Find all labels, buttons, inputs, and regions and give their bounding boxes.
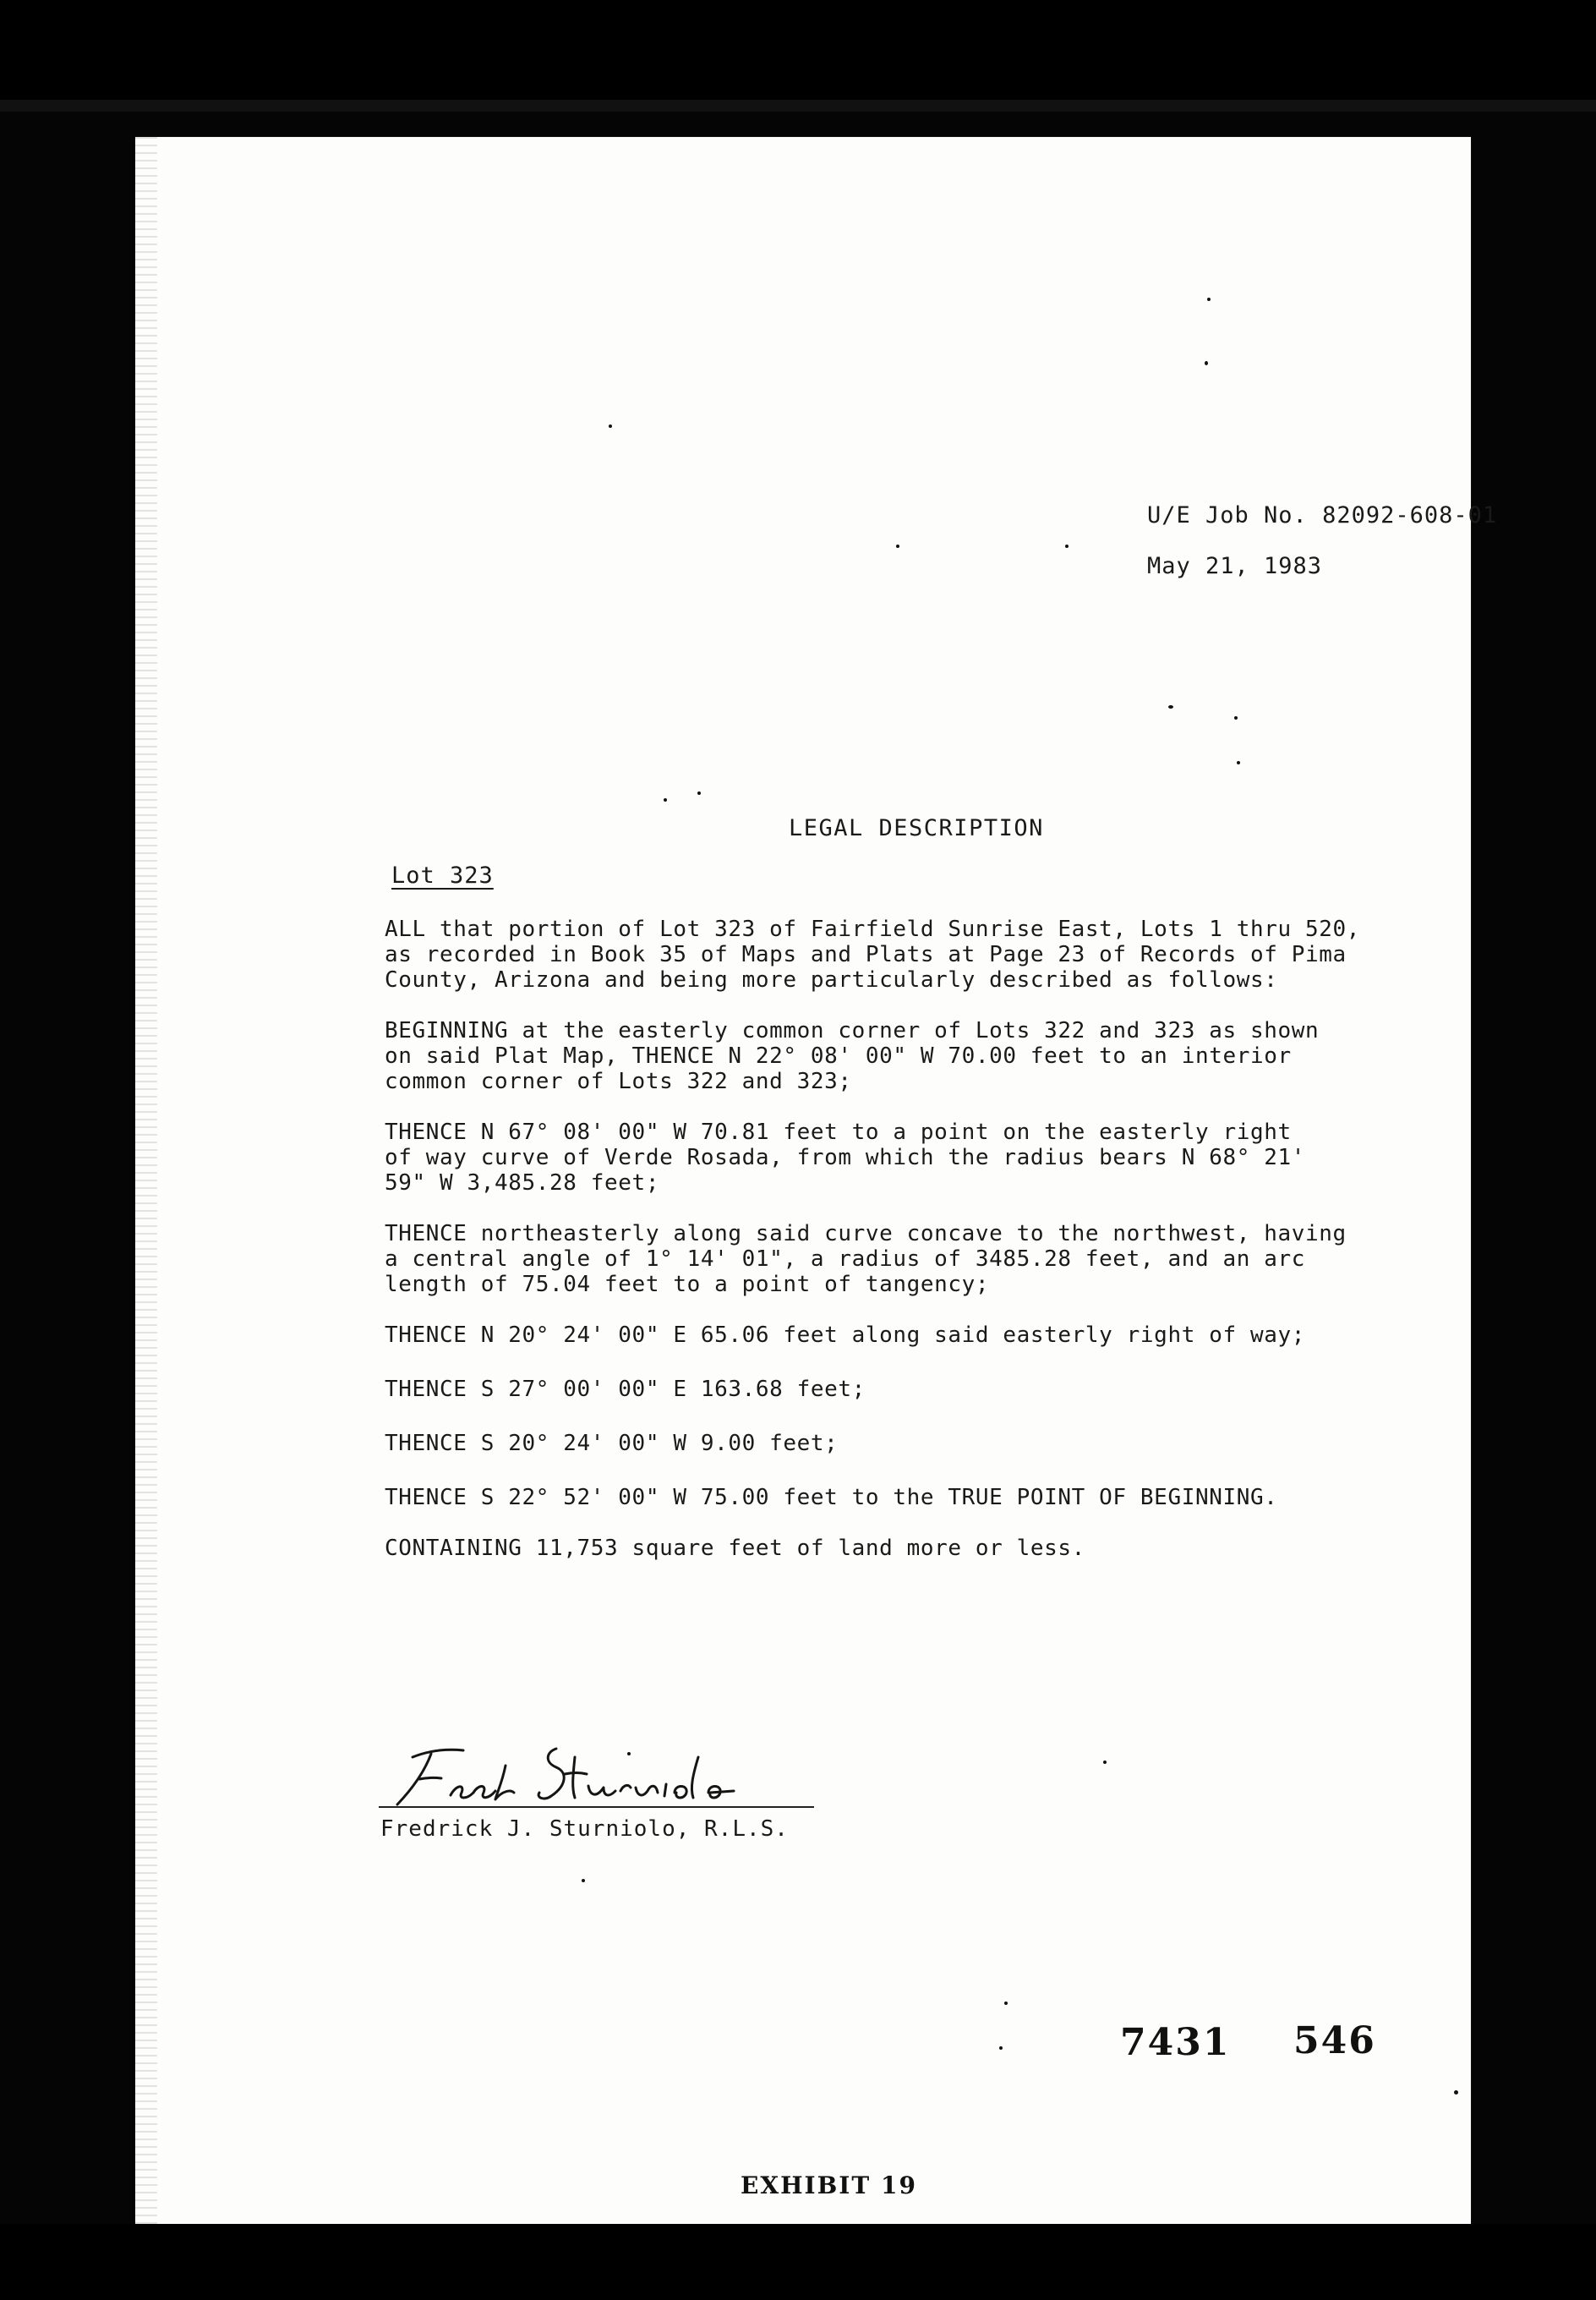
signer-printed-name: Fredrick J. Sturniolo, R.L.S. [380,1816,789,1842]
lot-heading: Lot 323 [391,862,494,889]
paragraph-area: CONTAINING 11,753 square feet of land more or less. [385,1536,1085,1561]
scan-speck [999,2046,1003,2050]
scan-speck [1454,2090,1458,2095]
scan-bottom-border [0,2224,1596,2300]
document-date: May 21, 1983 [1147,553,1323,579]
scan-speck [609,424,612,428]
scan-top-border-edge [0,100,1596,112]
paragraph-course-5: THENCE S 22° 52' 00" W 75.00 feet to the TRUE POINT OF BEGINNING. [385,1485,1278,1510]
paragraph-course-3: THENCE S 27° 00' 00" E 163.68 feet; [385,1377,866,1402]
scan-edge-noise [135,137,157,2224]
scan-speck [582,1879,585,1882]
job-number: U/E Job No. 82092-608-01 [1147,502,1498,528]
paragraph-intro: ALL that portion of Lot 323 of Fairfield Sunrise East, Lots 1 thru 520, as recorded in Book 35 of Maps and Plats at Page 23 of Records of Pima County, Arizona and being more particularly described as follows: [385,917,1360,993]
scan-speck [1205,361,1208,365]
scan-speck [1004,2002,1008,2005]
paragraph-course-4: THENCE S 20° 24' 00" W 9.00 feet; [385,1431,839,1456]
job-header [1147,490,1497,592]
scan-speck [1237,761,1240,764]
book-number-stamp: 7431 [1120,2021,1231,2064]
scan-speck [1234,716,1238,720]
paragraph-beginning: BEGINNING at the easterly common corner of Lots 322 and 323 as shown on said Plat Map, THENCE N 22° 08' 00" W 70.00 feet to an interior common corner of Lots 322 and 323; [385,1018,1320,1094]
scan-speck [1065,545,1069,548]
page-number-stamp: 546 [1293,2019,1376,2062]
handwritten-signature [379,1732,818,1808]
scan-speck [697,791,701,795]
paragraph-course-2: THENCE N 20° 24' 00" E 65.06 feet along said easterly right of way; [385,1322,1305,1348]
paragraph-curve: THENCE northeasterly along said curve concave to the northwest, having a central angle of 1° 14' 01", a radius of 3485.28 feet, and an arc length of 75.04 feet to a point of tangency; [385,1221,1347,1297]
scan-speck [664,798,667,802]
scan-speck [1207,298,1211,301]
scan-speck [1103,1761,1107,1764]
signature-line [379,1806,814,1808]
paragraph-course-1: THENCE N 67° 08' 00" W 70.81 feet to a point on the easterly right of way curve of Verde Rosada, from which the radius bears N 68° 21' 59" W 3,485.28 feet; [385,1120,1305,1196]
scan-speck [896,545,899,548]
scan-speck [1168,705,1173,709]
exhibit-label: EXHIBIT 19 [741,2171,917,2199]
legal-description-body [385,917,1382,1586]
scan-top-border [0,0,1596,101]
signature [379,1732,818,1808]
document-title: LEGAL DESCRIPTION [789,815,1044,841]
